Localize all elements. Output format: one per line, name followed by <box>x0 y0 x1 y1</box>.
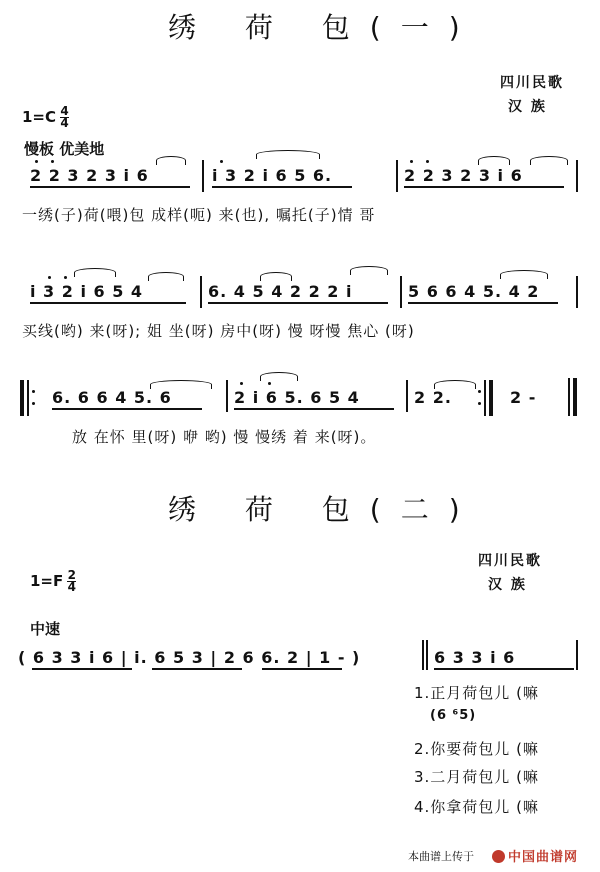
slur <box>530 156 568 165</box>
beam <box>152 668 242 670</box>
barline <box>576 276 578 308</box>
beam <box>234 408 394 410</box>
site-name: 中国曲谱网 <box>508 850 579 865</box>
song2-key: 1=F <box>30 572 64 590</box>
repeat-dot <box>478 402 481 405</box>
repeat-dot <box>32 390 35 393</box>
song2-intro: ( 6 3 3 i 6 | i. 6 5 3 | 2 6 6. 2 | 1 - ) <box>18 648 361 667</box>
slur <box>156 156 186 165</box>
song2-verse-1: 1.正月荷包儿 (嘛 <box>414 684 539 702</box>
beam <box>30 186 190 188</box>
barline <box>426 640 428 670</box>
slur <box>478 156 510 165</box>
site-logo[interactable] <box>492 846 578 865</box>
barline <box>226 380 228 412</box>
octave-dot <box>240 382 243 385</box>
song1-line2-bar3: 5 6 6 4 5. 4 2 <box>408 282 540 301</box>
site-logo-icon <box>492 850 505 863</box>
song1-tempo: 慢板 优美地 <box>24 140 105 158</box>
slur <box>256 150 320 159</box>
song1-line3-ending: 2 - <box>510 388 537 407</box>
octave-dot <box>410 160 413 163</box>
barline <box>27 380 29 416</box>
song2-verse-4: 4.你拿荷包儿 (嘛 <box>414 798 539 816</box>
barline <box>406 380 408 412</box>
barline <box>200 276 202 308</box>
song2-ethnicity: 汉 族 <box>488 577 527 593</box>
upload-note: 本曲谱上传于 <box>408 850 474 863</box>
beam <box>434 668 574 670</box>
repeat-dot <box>478 390 481 393</box>
song1-line3-lyrics: 放 在怀 里(呀) 咿 哟) 慢 慢绣 着 来(呀)。 <box>72 428 377 446</box>
repeat-start-barline <box>20 380 24 416</box>
slur <box>150 380 212 389</box>
barline <box>202 160 204 192</box>
barline <box>576 160 578 192</box>
octave-dot <box>426 160 429 163</box>
beam <box>32 668 132 670</box>
song2-verse-notes: 6 3 3 i 6 <box>434 648 516 667</box>
song1-line1-bar1: 2 2 3 2 3 i 6 <box>30 166 149 185</box>
beam <box>404 186 564 188</box>
repeat-dot <box>32 402 35 405</box>
beam <box>262 668 342 670</box>
octave-dot <box>35 160 38 163</box>
song1-line2-lyrics: 买线(哟) 来(呀); 姐 坐(呀) 房中(呀) 慢 呀慢 焦心 (呀) <box>22 322 415 340</box>
song2-origin: 四川民歌 <box>478 553 542 569</box>
octave-dot <box>48 276 51 279</box>
song2-title: 绣 荷 包(二) <box>168 493 480 526</box>
slur <box>74 268 116 277</box>
barline <box>576 640 578 670</box>
song1-origin: 四川民歌 <box>500 75 564 91</box>
final-barline <box>568 378 570 416</box>
beam <box>30 302 186 304</box>
song2-time-signature: $\frac{2}{4}$ <box>67 568 76 594</box>
beam <box>408 302 558 304</box>
beam <box>212 186 352 188</box>
song1-key-signature <box>22 106 69 129</box>
song1-title: 绣 荷 包(一) <box>168 11 480 44</box>
slur <box>148 272 184 281</box>
slur <box>500 270 548 279</box>
barline <box>400 276 402 308</box>
octave-dot <box>64 276 67 279</box>
final-barline-thick <box>573 378 577 416</box>
repeat-end-barline-thick <box>489 380 493 416</box>
song1-line3-bar2: 2 i 6 5. 6 5 4 <box>234 388 360 407</box>
song1-line1-bar2: i 3 2 i 6 5 6. <box>212 166 333 185</box>
song1-key: 1=C <box>22 108 57 126</box>
song1-line1-lyrics: 一绣(子)荷(喂)包 成样(呃) 来(也), 嘱托(子)情 哥 <box>22 206 376 224</box>
octave-dot <box>220 160 223 163</box>
octave-dot <box>51 160 54 163</box>
barline <box>396 160 398 192</box>
song1-line3-bar3: 2 2. <box>414 388 452 407</box>
song2-verse-3: 3.二月荷包儿 (嘛 <box>414 768 539 786</box>
octave-dot <box>268 382 271 385</box>
song1-line1-bar3: 2 2 3 2 3 i 6 <box>404 166 523 185</box>
beam <box>52 408 202 410</box>
slur <box>434 380 476 389</box>
slur <box>260 372 298 381</box>
song2-key-signature <box>30 570 76 593</box>
slur <box>260 272 292 281</box>
song1-line3-bar1: 6. 6 6 4 5. 6 <box>52 388 172 407</box>
song1-ethnicity: 汉 族 <box>508 99 547 115</box>
repeat-end-barline <box>484 380 486 416</box>
beam <box>208 302 388 304</box>
song2-verse-1-notes: (6 ⁶5) <box>430 708 477 723</box>
song1-time-signature: $\frac{4}{4}$ <box>60 104 69 130</box>
song1-line2-bar2: 6. 4 5 4 2 2 2 i <box>208 282 353 301</box>
barline <box>422 640 424 670</box>
song2-verse-2: 2.你要荷包儿 (嘛 <box>414 740 539 758</box>
song1-line2-bar1: i 3 2 i 6 5 4 <box>30 282 144 301</box>
slur <box>350 266 388 275</box>
song2-tempo: 中速 <box>30 620 61 638</box>
